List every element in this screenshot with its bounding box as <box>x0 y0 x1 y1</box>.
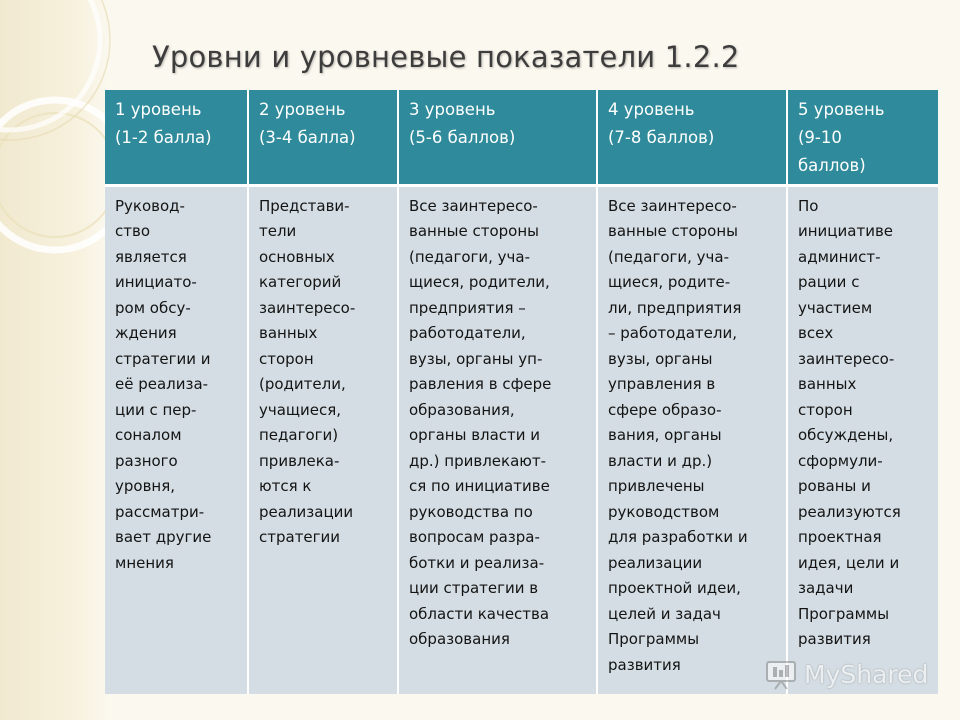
table-header-row <box>105 90 938 185</box>
header-level-4: 4 уровень (7-8 баллов) <box>597 90 787 185</box>
cell-level-5: По инициативе админист- рации с участием всех заинтересо- ванных сторон обсуждены, сформули- рованы и реализуются проектная идея, цели и задачи Программы развития <box>787 185 938 694</box>
table-row <box>105 185 938 694</box>
watermark <box>764 652 928 696</box>
watermark-text: MyShared <box>804 659 929 689</box>
header-level-1: 1 уровень (1-2 балла) <box>105 90 248 185</box>
presentation-board-icon <box>764 657 798 691</box>
header-level-2: 2 уровень (3-4 балла) <box>248 90 398 185</box>
cell-level-1: Руковод- ство является инициато- ром обсу- ждения стратегии и её реализа- ции с пер- соналом разного уровня, рассматри- вает другие мнения <box>105 185 248 694</box>
cell-level-3: Все заинтересо- ванные стороны (педагоги, уча- щиеся, родители, предприятия – работодатели, вузы, органы уп- равления в сфере образования, органы власти и др.) привлекают- ся по инициативе руководства по вопросам разра- ботки и реализа- ции стратегии в области качества образования <box>398 185 597 694</box>
levels-table <box>105 90 938 694</box>
header-level-5: 5 уровень (9-10 баллов) <box>787 90 938 185</box>
header-level-3: 3 уровень (5-6 баллов) <box>398 90 597 185</box>
cell-level-2: Представи- тели основных категорий заинтересо- ванных сторон (родители, учащиеся, педагоги) привлека- ются к реализации стратегии <box>248 185 398 694</box>
cell-level-4: Все заинтересо- ванные стороны (педагоги, уча- щиеся, родите- ли, предприятия – работодатели, вузы, органы управления в сфере образо- вания, органы власти и др.) привлечены руководством для разработки и реализации проектной идеи, целей и задач Программы развития <box>597 185 787 694</box>
slide-title: Уровни и уровневые показатели 1.2.2 <box>152 40 740 74</box>
